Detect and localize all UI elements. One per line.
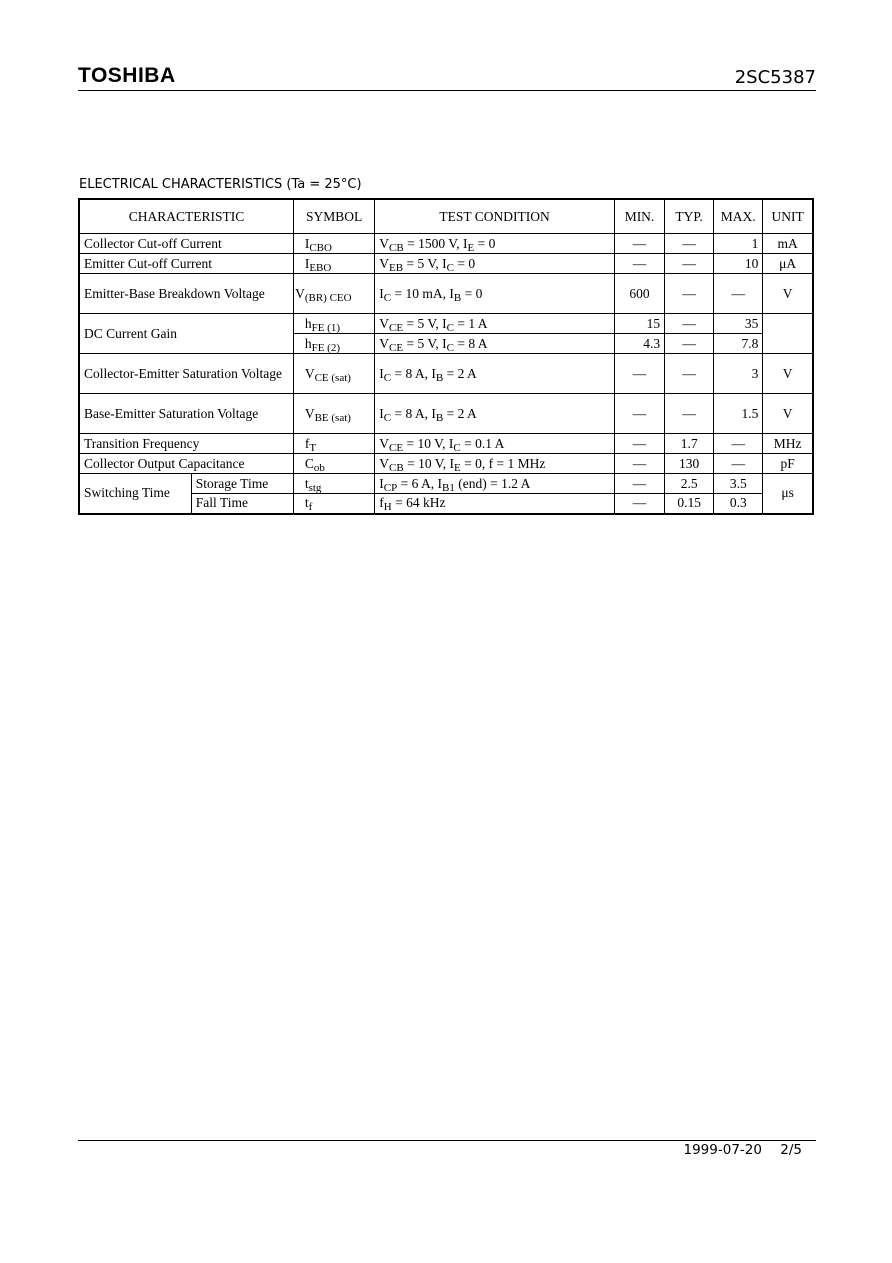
cell-min: — [614,254,664,274]
cell-min: — [614,474,664,494]
cell-condition: $V_{CB} = 1500$ V, $I_E = 0$ [375,234,615,254]
cell-unit: μs [763,474,813,514]
cell-min: 600 [614,274,664,314]
cell-typ: — [665,394,714,434]
cell-max: 10 [714,254,763,274]
cell-max: 3 [714,354,763,394]
cell-typ: — [665,274,714,314]
cell-typ: 2.5 [665,474,714,494]
cell-condition: $V_{CB} = 10$ V, $I_E = 0$, f = 1 MHz [375,454,615,474]
cell-symbol: $V_{(BR) CEO}$ [294,274,375,314]
table-row [79,254,813,274]
cell-max: — [714,434,763,454]
cell-min: — [614,394,664,434]
cell-min: — [614,434,664,454]
cell-unit: V [763,394,813,434]
cell-symbol: $h_{FE (2)}$ [294,334,375,354]
cell-max: 0.3 [714,494,763,514]
cell-min: 15 [614,314,664,334]
footer-rule [78,1140,816,1141]
table-row [79,234,813,254]
cell-characteristic: Emitter-Base Breakdown Voltage [79,274,294,314]
col-header-typ: TYP. [665,199,714,234]
cell-typ: — [665,254,714,274]
cell-unit: mA [763,234,813,254]
cell-symbol: $C_{ob}$ [294,454,375,474]
cell-characteristic: Transition Frequency [79,434,294,454]
cell-typ: — [665,334,714,354]
cell-typ: — [665,234,714,254]
cell-typ: — [665,314,714,334]
cell-max: 35 [714,314,763,334]
cell-condition: $V_{EB} = 5$ V, $I_C = 0$ [375,254,615,274]
cell-max: — [714,274,763,314]
table-row [79,434,813,454]
cell-condition: $I_C = 8$ A, $I_B = 2$ A [375,354,615,394]
cell-condition: $V_{CE} = 5$ V, $I_C = 1$ A [375,314,615,334]
cell-characteristic: Base-Emitter Saturation Voltage [79,394,294,434]
cell-characteristic: DC Current Gain [79,314,294,354]
cell-condition: $I_C = 10$ mA, $I_B = 0$ [375,274,615,314]
cell-symbol: $V_{CE (sat)}$ [294,354,375,394]
cell-min: — [614,454,664,474]
cell-max: — [714,454,763,474]
cell-condition: $V_{CE} = 5$ V, $I_C = 8$ A [375,334,615,354]
cell-condition: $I_{CP} = 6$ A, $I_{B1}$ (end) = 1.2 A [375,474,615,494]
cell-unit: MHz [763,434,813,454]
table-header-row [79,199,813,234]
table-row [79,274,813,314]
cell-symbol: $I_{CBO}$ [294,234,375,254]
cell-min: — [614,494,664,514]
cell-symbol: $t_{stg}$ [294,474,375,494]
cell-condition: $f_H = 64$ kHz [375,494,615,514]
table-row [79,454,813,474]
cell-symbol: $f_T$ [294,434,375,454]
section-title: ELECTRICAL CHARACTERISTICS (Ta = 25°C) [79,177,362,192]
cell-condition: $I_C = 8$ A, $I_B = 2$ A [375,394,615,434]
cell-characteristic: Collector-Emitter Saturation Voltage [79,354,294,394]
col-header-unit: UNIT [763,199,813,234]
col-header-symbol: SYMBOL [294,199,375,234]
cell-min: — [614,354,664,394]
cell-subcharacteristic: Fall Time [191,494,293,514]
cell-characteristic: Switching Time [79,474,191,514]
header-rule [78,90,816,91]
footer-date: 1999-07-20 [683,1142,762,1158]
electrical-characteristics-table [78,198,814,515]
col-header-min: MIN. [614,199,664,234]
cell-subcharacteristic: Storage Time [191,474,293,494]
col-header-max: MAX. [714,199,763,234]
cell-symbol: $V_{BE (sat)}$ [294,394,375,434]
cell-unit: μA [763,254,813,274]
cell-typ: 130 [665,454,714,474]
cell-characteristic: Collector Output Capacitance [79,454,294,474]
cell-typ: — [665,354,714,394]
table-row [79,394,813,434]
table-row [79,314,813,334]
cell-symbol: $h_{FE (1)}$ [294,314,375,334]
cell-typ: 0.15 [665,494,714,514]
cell-typ: 1.7 [665,434,714,454]
cell-characteristic: Emitter Cut-off Current [79,254,294,274]
col-header-characteristic: CHARACTERISTIC [79,199,294,234]
cell-condition: $V_{CE} = 10$ V, $I_C = 0.1$ A [375,434,615,454]
cell-symbol: $t_f$ [294,494,375,514]
footer-page-number: 2/5 [780,1142,802,1158]
cell-unit: V [763,354,813,394]
footer [684,1142,803,1158]
brand-logo: TOSHIBA [78,64,176,87]
cell-characteristic: Collector Cut-off Current [79,234,294,254]
cell-symbol: $I_{EBO}$ [294,254,375,274]
cell-unit: pF [763,454,813,474]
cell-min: — [614,234,664,254]
part-number: 2SC5387 [734,67,816,88]
cell-unit: V [763,274,813,314]
cell-max: 7.8 [714,334,763,354]
cell-unit [763,314,813,354]
cell-max: 1.5 [714,394,763,434]
table-row [79,474,813,494]
cell-max: 1 [714,234,763,254]
cell-min: 4.3 [614,334,664,354]
cell-max: 3.5 [714,474,763,494]
col-header-condition: TEST CONDITION [375,199,615,234]
table-row [79,354,813,394]
